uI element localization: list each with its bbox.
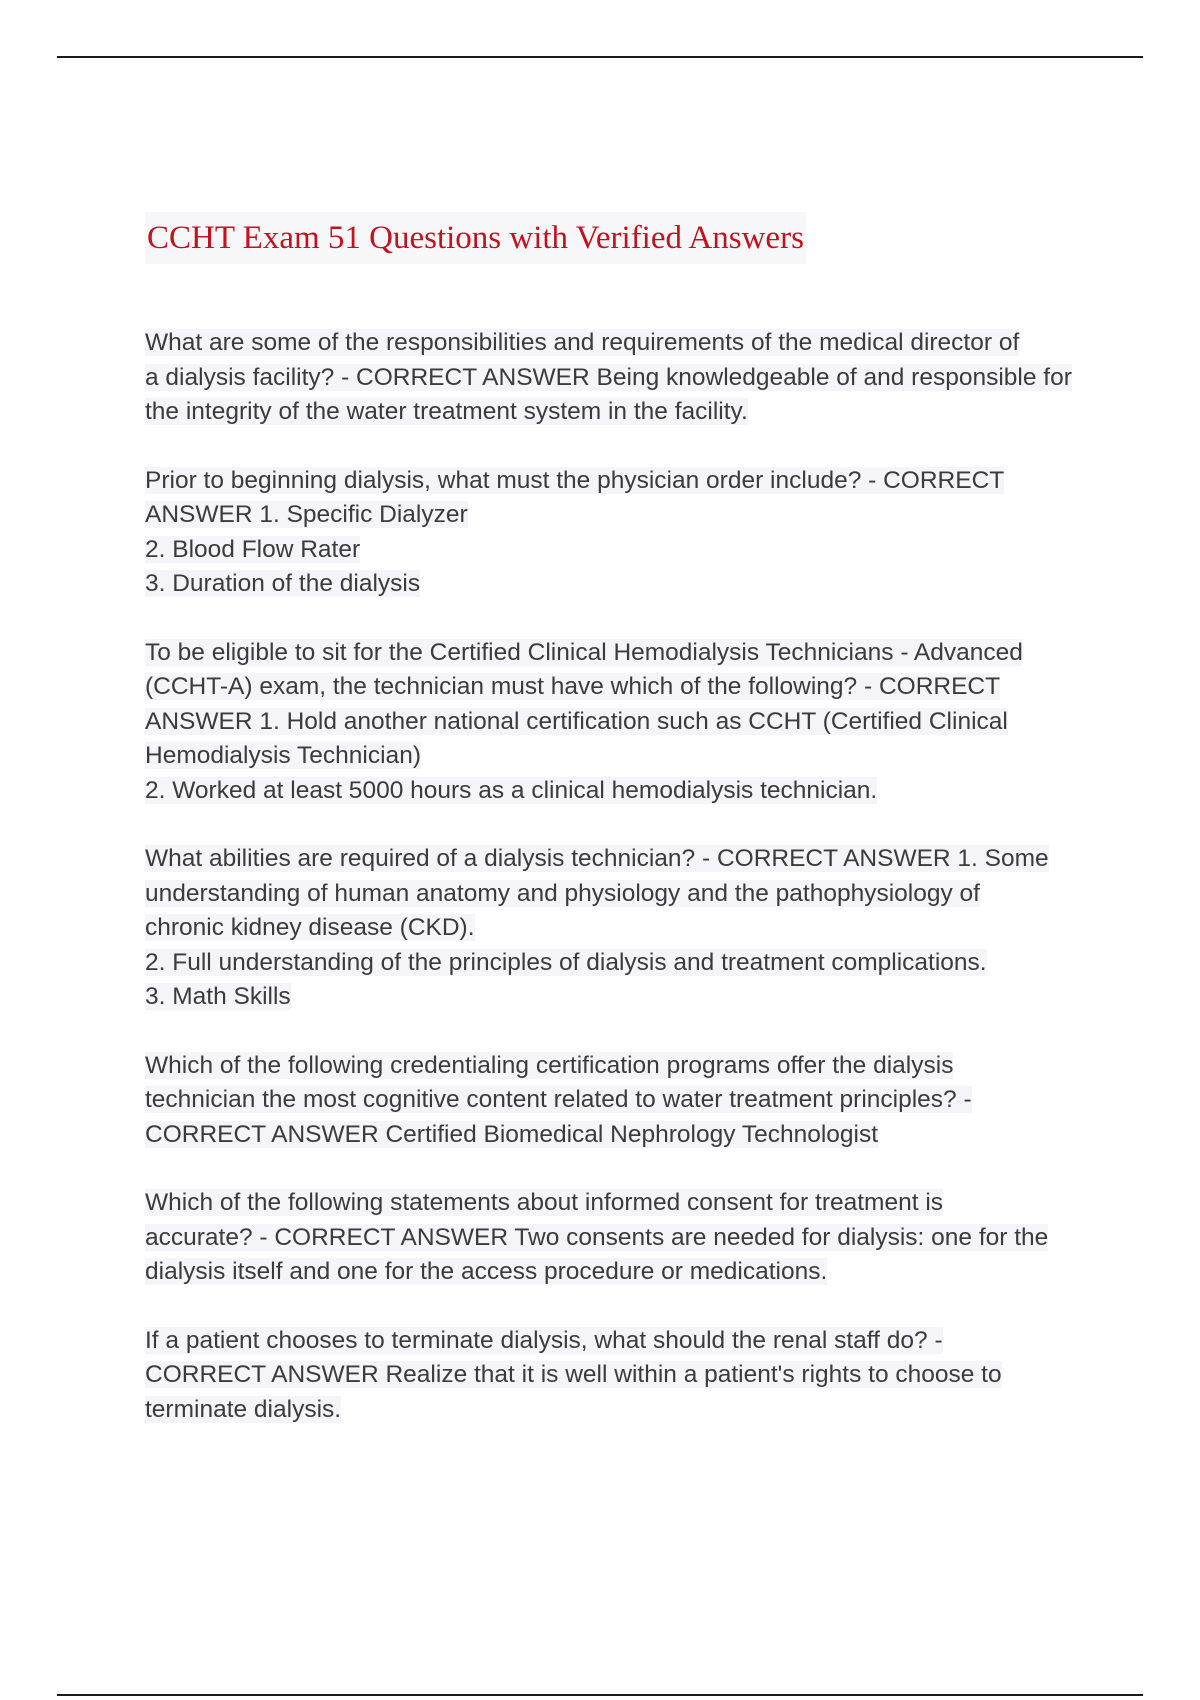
qa-item	[145, 464, 1105, 602]
qa-line: ANSWER 1. Hold another national certification such as CCHT (Certified Clinical	[145, 707, 1008, 735]
qa-line: 3. Duration of the dialysis	[145, 570, 421, 597]
qa-line: Hemodialysis Technician)	[145, 742, 421, 769]
qa-item	[145, 1186, 1105, 1290]
qa-line: CORRECT ANSWER Certified Biomedical Nephrology Technologist	[145, 1120, 879, 1148]
qa-line: If a patient chooses to terminate dialysis, what should the renal staff do? -	[145, 1326, 943, 1354]
header-rule	[57, 56, 1143, 58]
qa-line: understanding of human anatomy and physiology and the pathophysiology of	[145, 879, 980, 907]
footer-rule	[57, 1694, 1143, 1696]
qa-line: 2. Worked at least 5000 hours as a clinical hemodialysis technician.	[145, 776, 878, 804]
qa-line: Which of the following credentialing certification programs offer the dialysis	[145, 1051, 954, 1079]
document-title: CCHT Exam 51 Questions with Verified Answers	[145, 212, 806, 264]
qa-line: 2. Full understanding of the principles of dialysis and treatment complications.	[145, 948, 987, 976]
qa-line: the integrity of the water treatment system in the facility.	[145, 398, 748, 425]
qa-line: ANSWER 1. Specific Dialyzer	[145, 501, 468, 528]
qa-line: accurate? - CORRECT ANSWER Two consents are needed for dialysis: one for the	[145, 1223, 1049, 1251]
qa-list	[145, 326, 1105, 1461]
qa-line: chronic kidney disease (CKD).	[145, 914, 475, 941]
qa-item	[145, 326, 1105, 430]
qa-item	[145, 636, 1105, 809]
qa-item	[145, 1324, 1105, 1428]
qa-line: 3. Math Skills	[145, 983, 291, 1010]
qa-line: What are some of the responsibilities and requirements of the medical director of	[145, 329, 1020, 356]
qa-line: Which of the following statements about informed consent for treatment is	[145, 1189, 944, 1216]
qa-line: technician the most cognitive content related to water treatment principles? -	[145, 1086, 972, 1113]
qa-line: (CCHT-A) exam, the technician must have which of the following? - CORRECT	[145, 673, 1001, 700]
qa-line: terminate dialysis.	[145, 1395, 342, 1423]
qa-line: To be eligible to sit for the Certified Clinical Hemodialysis Technicians - Advanced	[145, 638, 1023, 666]
qa-line: CORRECT ANSWER Realize that it is well within a patient's rights to choose to	[145, 1361, 1002, 1388]
qa-item	[145, 1049, 1105, 1153]
qa-line: dialysis itself and one for the access procedure or medications.	[145, 1258, 828, 1285]
qa-line: What abilities are required of a dialysis technician? - CORRECT ANSWER 1. Some	[145, 845, 1049, 872]
qa-line: Prior to beginning dialysis, what must the physician order include? - CORRECT	[145, 466, 1005, 494]
qa-item	[145, 842, 1105, 1015]
qa-line: a dialysis facility? - CORRECT ANSWER Being knowledgeable of and responsible for	[145, 363, 1072, 391]
qa-line: 2. Blood Flow Rater	[145, 535, 361, 563]
